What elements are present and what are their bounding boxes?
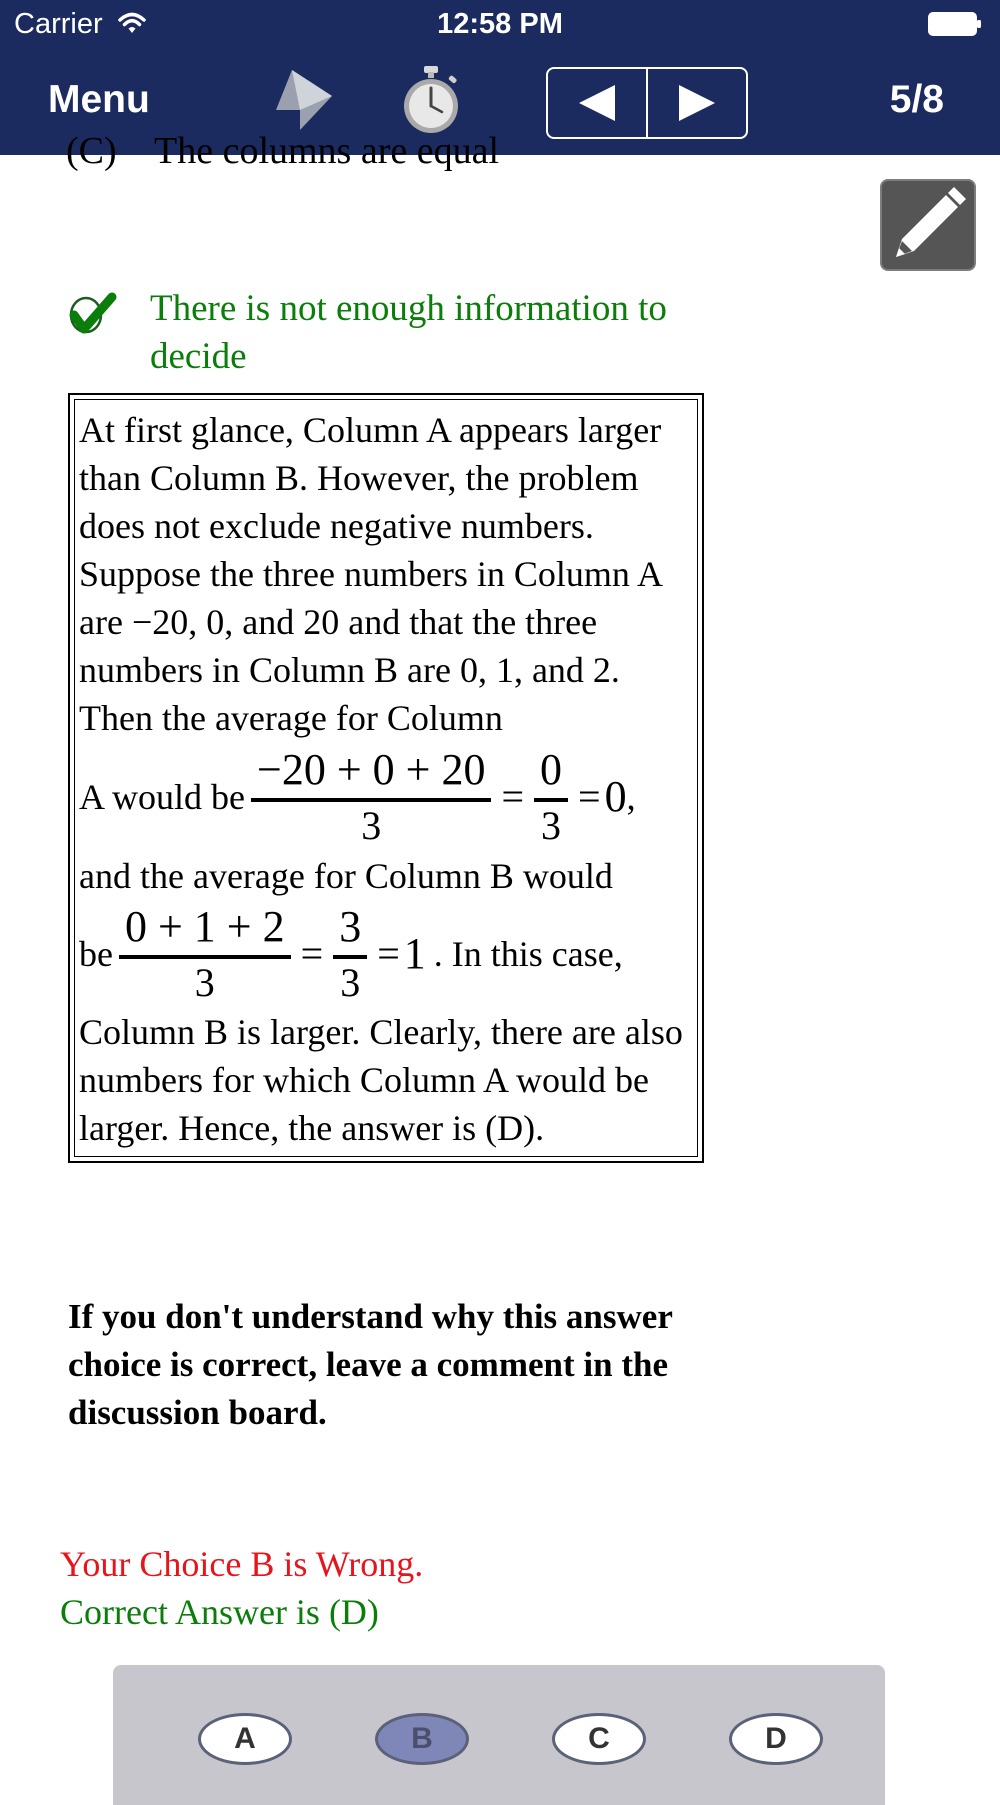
equation-column-b	[79, 900, 693, 1008]
eq1-mid-numerator: 0	[540, 745, 563, 794]
battery-icon	[928, 12, 982, 36]
eq1-mid-fraction	[534, 745, 568, 848]
eq2-numerator: 0 + 1 + 2	[124, 902, 285, 951]
eq2-equals-1: =	[300, 931, 324, 976]
eq2-prefix: be	[79, 934, 113, 974]
eq1-mid-denominator: 3	[534, 798, 568, 846]
answer-button-b[interactable]: B	[375, 1713, 469, 1765]
eq1-fraction	[251, 745, 491, 848]
eq2-suffix: . In this case,	[433, 934, 623, 974]
choice-c-text: The columns are equal	[154, 130, 500, 172]
page-counter: 5/8	[889, 78, 944, 121]
correct-answer-message: Correct Answer is (D)	[60, 1592, 379, 1632]
explanation-paragraph-3: Column B is larger. Clearly, there are also numbers for which Column A would be larger. Hence, the answer is (D).	[79, 1012, 683, 1148]
next-question-button[interactable]	[646, 69, 746, 137]
eq1-result: 0	[604, 772, 627, 821]
eq1-equals-1: =	[501, 774, 525, 819]
prev-arrow-icon	[575, 83, 619, 123]
explanation-paragraph-2: and the average for Column B would	[79, 856, 613, 896]
eq2-fraction	[119, 902, 291, 1005]
explanation-text	[74, 399, 698, 1157]
eq2-mid-fraction	[333, 902, 367, 1005]
answer-button-d[interactable]: D	[729, 1713, 823, 1765]
eq2-denominator: 3	[119, 955, 291, 1003]
equation-column-a	[79, 742, 693, 852]
status-time: 12:58 PM	[437, 8, 563, 40]
eq2-result: 1	[403, 929, 426, 978]
choice-c[interactable]	[66, 129, 499, 173]
eq1-denominator: 3	[251, 798, 491, 846]
stopwatch-icon[interactable]	[400, 64, 462, 136]
menu-button[interactable]: Menu	[48, 78, 150, 121]
eq2-mid-numerator: 3	[339, 902, 362, 951]
eq1-suffix: ,	[626, 777, 636, 817]
wrong-choice-message: Your Choice B is Wrong.	[60, 1544, 424, 1584]
choice-d-correct[interactable]	[68, 285, 708, 381]
eq1-prefix: A would be	[79, 777, 245, 817]
choice-c-label: (C)	[66, 130, 117, 172]
edit-note-button[interactable]	[880, 179, 976, 271]
checkmark-icon	[68, 293, 118, 335]
question-content[interactable]	[0, 130, 1000, 1778]
next-arrow-icon	[675, 83, 719, 123]
prev-question-button[interactable]	[548, 69, 646, 137]
explanation-box	[68, 393, 704, 1163]
eq1-numerator: −20 + 0 + 20	[257, 745, 486, 794]
explanation-paragraph-1: At first glance, Column A appears larger than Column B. However, the problem does not exclude negative numbers. Suppose the three numbers in Column A are −20, 0, and 20 and that the three numbers in Column B are 0, 1, and 2. Then the average for Column	[79, 410, 662, 738]
question-nav-group	[546, 67, 748, 139]
pin-icon[interactable]	[270, 66, 340, 132]
answer-button-a[interactable]: A	[198, 1713, 292, 1765]
eq2-equals-2: =	[377, 931, 400, 976]
discussion-help-note: If you don't understand why this answer choice is correct, leave a comment in the discussion board.	[68, 1297, 673, 1432]
eq2-mid-denominator: 3	[333, 955, 367, 1003]
pencil-icon	[882, 181, 974, 269]
answer-panel	[113, 1665, 885, 1805]
answer-button-c[interactable]: C	[552, 1713, 646, 1765]
carrier-label: Carrier	[14, 8, 103, 40]
eq1-equals-2: =	[578, 774, 601, 819]
choice-d-text: There is not enough information to decide	[150, 288, 667, 377]
